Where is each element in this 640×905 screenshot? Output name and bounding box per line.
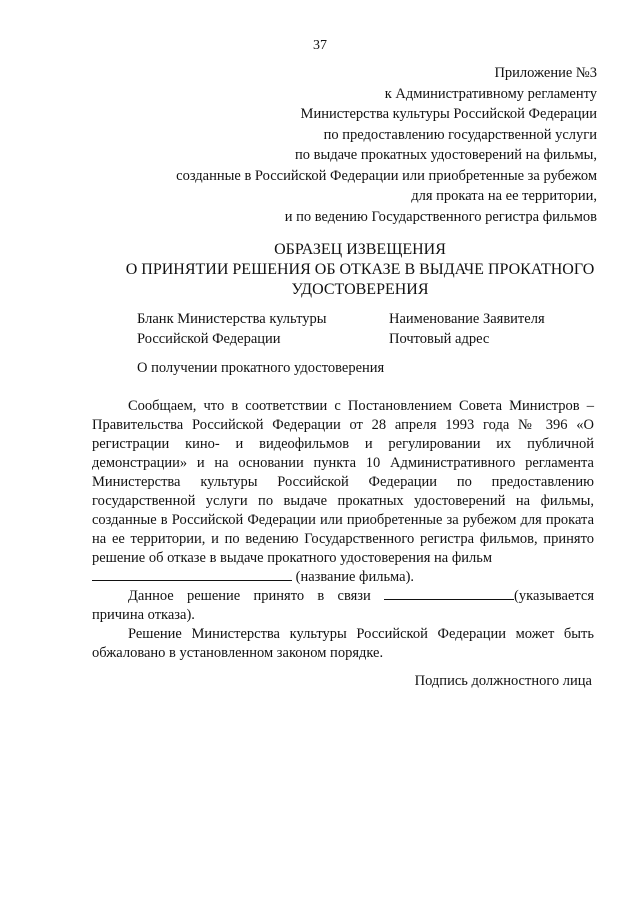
film-name-hint: (название фильма). — [295, 569, 415, 585]
reason-blank — [384, 587, 514, 600]
page-number: 37 — [313, 38, 327, 53]
sender-block — [137, 309, 327, 349]
subject-line: О получении прокатного удостоверения — [137, 360, 385, 376]
appendix-header — [77, 63, 597, 227]
signature-label: Подпись должностного лица — [414, 673, 592, 689]
document-title — [0, 240, 640, 300]
appendix-line: для проката на ее территории, — [411, 188, 597, 204]
recipient-block — [389, 309, 545, 349]
reason-hint: (указывается причина отказа). — [92, 588, 595, 623]
body-paragraph — [92, 587, 594, 625]
body-paragraph-text: Сообщаем, что в соответствии с Постановлением Совета Министров – Правительства Российской Федерации от 28 апреля 1993 года № 396 «О регистрации кино- и видеофильмов и регулировании их публичной демонстрации» и на основании пункта 10 Административного регламента Министерства культуры Российской Федерации по предоставлению государственной услуги по выдаче прокатных удостоверений на фильмы, созданные в Российской Федерации или приобретенные за рубежом для проката на ее территории, и по ведению Государственного регистра фильмов, принято решение об отказе в выдаче прокатного удостоверения на фильм — [92, 398, 594, 566]
film-name-blank — [92, 568, 292, 581]
title-line: ОБРАЗЕЦ ИЗВЕЩЕНИЯ — [274, 241, 446, 258]
appeal-text: Решение Министерства культуры Российской Федерации может быть обжаловано в установленном законом порядке. — [92, 626, 594, 661]
sender-line: Российской Федерации — [137, 331, 281, 347]
title-line: УДОСТОВЕРЕНИЯ — [291, 281, 429, 298]
reason-intro-text: Данное решение принято в связи — [128, 588, 371, 604]
appendix-line: к Административному регламенту — [384, 85, 597, 102]
body-paragraph — [92, 625, 594, 663]
notice-body — [92, 397, 594, 663]
appendix-line: по предоставлению государственной услуги — [323, 126, 597, 143]
appendix-line: созданные в Российской Федерации или приобретенные за рубежом — [176, 167, 597, 184]
recipient-line: Наименование Заявителя — [389, 311, 545, 327]
recipient-line: Почтовый адрес — [389, 331, 490, 347]
appendix-line: Приложение №3 — [494, 65, 597, 81]
title-line: О ПРИНЯТИИ РЕШЕНИЯ ОБ ОТКАЗЕ В ВЫДАЧЕ ПРОКАТНОГО — [125, 261, 595, 278]
appendix-line: по выдаче прокатных удостоверений на фильмы, — [295, 147, 597, 163]
appendix-line: Министерства культуры Российской Федерации — [300, 106, 597, 122]
body-paragraph — [92, 397, 594, 587]
sender-line: Бланк Министерства культуры — [137, 311, 327, 327]
appendix-line: и по ведению Государственного регистра фильмов — [284, 208, 597, 225]
